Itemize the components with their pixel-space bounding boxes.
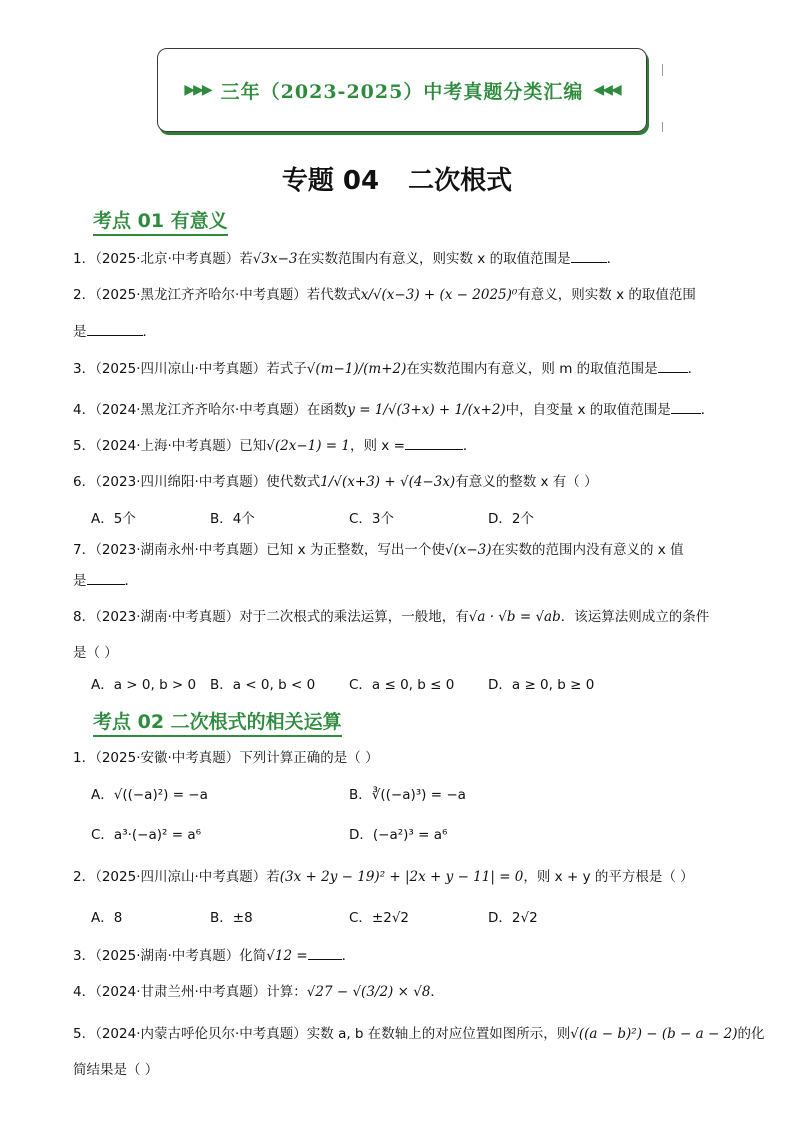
question	[73, 944, 355, 964]
answer-blank	[405, 437, 463, 450]
q-text: 4．（2024·甘肃兰州·中考真题）计算：	[73, 984, 307, 1000]
math-expr: √(x−3)	[444, 542, 492, 558]
option: D．(−a²)³ = a⁶	[349, 827, 448, 843]
math-expr: √((a − b)²) − (b − a − 2)	[570, 1026, 738, 1042]
question	[73, 865, 694, 885]
q-text: ．	[606, 251, 621, 267]
section-heading: 考点 01 有意义	[93, 206, 228, 236]
q-text: 5．（2024·上海·中考真题）已知	[73, 438, 267, 454]
title-part1: 专题 04	[281, 166, 380, 196]
q-text: 8．（2023·湖南·中考真题）对于二次根式的乘法运算，一般地，有	[73, 609, 469, 625]
math-expr: √a · √b = √ab	[468, 609, 561, 625]
option: B．±8	[210, 910, 253, 926]
answer-blank	[571, 250, 607, 263]
option: C．3个	[349, 511, 395, 527]
question	[73, 1022, 764, 1042]
q-text: ．	[462, 438, 477, 454]
math-expr: y = 1/√(3+x) + 1/(x+2)	[347, 402, 506, 418]
option: C．a³·(−a)² = a⁶	[91, 827, 202, 843]
q-text: 在实数范围内有意义，则 m 的取值范围是	[406, 361, 658, 377]
option: A．5个	[91, 511, 136, 527]
answer-blank	[671, 401, 701, 414]
math-expr: √12 =	[266, 948, 308, 964]
q-text: 4．（2024·黑龙江齐齐哈尔·中考真题）在函数	[73, 402, 348, 418]
answer-blank	[87, 572, 125, 585]
q-text: 3．（2025·四川凉山·中考真题）若式子	[73, 361, 307, 377]
question-cont: 简结果是（ ）	[73, 1062, 159, 1078]
q-text: 中，自变量 x 的取值范围是	[505, 402, 671, 418]
q-text: 在实数的范围内没有意义的 x 值	[491, 542, 684, 558]
answer-blank	[87, 323, 143, 336]
q-text: ．	[341, 948, 356, 964]
q-text: 5．（2024·内蒙古呼伦贝尔·中考真题）实数 a, b 在数轴上的对应位置如图所示，则	[73, 1026, 571, 1042]
question	[73, 283, 696, 303]
q-text: ．	[687, 361, 702, 377]
option: B．∛((−a)³) = −a	[349, 787, 466, 803]
q-text: 是	[73, 324, 87, 340]
divider	[662, 64, 663, 76]
title-part2: 二次根式	[408, 166, 513, 196]
q-text: 有意义，则实数 x 的取值范围	[517, 287, 696, 303]
divider	[662, 122, 663, 132]
option: D．2√2	[488, 910, 538, 926]
q-text: ．该运算法则成立的条件	[560, 609, 710, 625]
banner-title: 三年（2023-2025）中考真题分类汇编	[220, 80, 584, 103]
answer-blank	[308, 947, 342, 960]
option: D．2个	[488, 511, 534, 527]
math-expr: 1/√(x+3) + √(4−3x)	[320, 474, 456, 490]
option: A．√((−a)²) = −a	[91, 787, 208, 803]
question	[73, 980, 444, 1000]
q-text: 是	[73, 573, 87, 589]
question	[73, 470, 598, 490]
option: A．a > 0, b > 0	[91, 677, 197, 693]
q-text: ．	[430, 984, 444, 1000]
q-text: 的化	[737, 1026, 765, 1042]
q-text: 3．（2025·湖南·中考真题）化简	[73, 948, 267, 964]
math-expr: √(2x−1) = 1	[266, 438, 351, 454]
question	[73, 357, 701, 377]
page-title	[0, 160, 794, 197]
option: B．a < 0, b < 0	[210, 677, 316, 693]
q-text: ，则 x + y 的平方根是（ ）	[523, 869, 694, 885]
q-text: 有意义的整数 x 有（ ）	[455, 474, 598, 490]
question	[73, 247, 620, 267]
question	[73, 398, 714, 418]
q-text: ．	[124, 573, 138, 589]
q-text: 在实数范围内有意义，则实数 x 的取值范围是	[297, 251, 571, 267]
q-text: 6．（2023·四川绵阳·中考真题）使代数式	[73, 474, 321, 490]
option: B．4个	[210, 511, 255, 527]
option: C．±2√2	[349, 910, 410, 926]
math-expr: √3x−3	[252, 251, 298, 267]
math-expr: (3x + 2y − 19)² + |2x + y − 11| = 0	[279, 869, 524, 885]
question-cont	[73, 320, 156, 340]
q-text: 1．（2025·北京·中考真题）若	[73, 251, 253, 267]
q-text: ．	[142, 324, 156, 340]
question-cont: 是（ ）	[73, 645, 118, 661]
section-heading: 考点 02 二次根式的相关运算	[93, 707, 342, 737]
q-text: ，则 x =	[350, 438, 405, 454]
math-expr: x/√(x−3) + (x − 2025)⁰	[360, 287, 518, 303]
question	[73, 538, 684, 558]
option: A．8	[91, 910, 123, 926]
triangle-right-icon: ▶▶▶	[184, 82, 211, 98]
option: D．a ≥ 0, b ≥ 0	[488, 677, 595, 693]
triangle-left-icon: ◀◀◀	[593, 82, 620, 98]
math-expr: √(m−1)/(m+2)	[306, 361, 407, 377]
question: 1．（2025·安徽·中考真题）下列计算正确的是（ ）	[73, 750, 379, 766]
q-text: 7．（2023·湖南永州·中考真题）已知 x 为正整数，写出一个使	[73, 542, 445, 558]
q-text: 2．（2025·四川凉山·中考真题）若	[73, 869, 280, 885]
q-text: 2．（2025·黑龙江齐齐哈尔·中考真题）若代数式	[73, 287, 361, 303]
math-expr: √27 − √(3/2) × √8	[306, 984, 431, 1000]
question-cont	[73, 569, 138, 589]
title-banner	[157, 48, 647, 132]
question	[73, 605, 709, 625]
question	[73, 434, 476, 454]
q-text: ．	[700, 402, 715, 418]
answer-blank	[658, 360, 688, 373]
option: C．a ≤ 0, b ≤ 0	[349, 677, 455, 693]
